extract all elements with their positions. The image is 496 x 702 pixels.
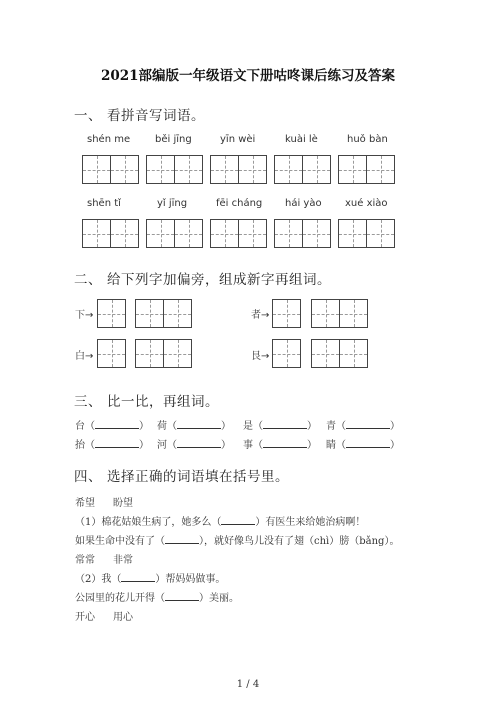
compare-item: 是（ ） xyxy=(243,421,317,432)
pinyin-4: kuài lè xyxy=(285,134,318,145)
writing-grid[interactable] xyxy=(82,155,139,184)
writing-grid[interactable] xyxy=(210,219,267,248)
char-box[interactable] xyxy=(272,299,301,328)
word-choice-pair-1: 希望 盼望 xyxy=(75,498,133,509)
writing-grid[interactable] xyxy=(210,155,267,184)
section-1-heading: 一、 看拼音写词语。 xyxy=(74,108,205,124)
writing-grid[interactable] xyxy=(338,155,395,184)
writing-grid[interactable] xyxy=(274,219,331,248)
page-title: 2021部编版一年级语文下册咕咚课后练习及答案 xyxy=(100,68,396,84)
word-choice-pair-3: 开心 用心 xyxy=(75,612,133,623)
word-choice-pair-2: 常常 非常 xyxy=(75,555,133,566)
pinyin-7: yǐ jīng xyxy=(157,198,188,209)
compare-item: 台（ ） xyxy=(75,421,149,432)
question-1b: 如果生命中没有了（ ），就好像鸟儿没有了翅（chì）膀（bǎng）。 xyxy=(75,536,400,547)
page-number: 1 / 4 xyxy=(236,679,260,690)
writing-grid[interactable] xyxy=(146,219,203,248)
writing-grid[interactable] xyxy=(82,219,139,248)
pinyin-8: fēi cháng xyxy=(216,198,263,209)
radical-char-1: 下→ xyxy=(75,310,94,321)
radical-char-4: 艮→ xyxy=(251,351,270,362)
pinyin-1: shén me xyxy=(87,134,131,145)
char-box[interactable] xyxy=(97,299,126,328)
compare-item: 河（ ） xyxy=(157,440,231,451)
question-1: （1）棉花姑娘生病了，她多么（ ）有医生来给她治病啊！ xyxy=(75,517,366,528)
char-box[interactable] xyxy=(272,339,301,368)
compare-item: 事（ ） xyxy=(243,440,317,451)
writing-grid[interactable] xyxy=(338,219,395,248)
pinyin-10: xué xiào xyxy=(345,198,388,209)
word-grid[interactable] xyxy=(311,339,368,368)
word-grid[interactable] xyxy=(135,299,192,328)
pinyin-9: hái yào xyxy=(285,198,322,209)
writing-grid[interactable] xyxy=(146,155,203,184)
pinyin-2: běi jīng xyxy=(155,134,192,145)
compare-item: 睛（ ） xyxy=(326,440,400,451)
word-grid[interactable] xyxy=(135,339,192,368)
section-2-heading: 二、 给下列字加偏旁，组成新字再组词。 xyxy=(74,272,331,288)
pinyin-5: huǒ bàn xyxy=(347,134,388,145)
compare-item: 抬（ ） xyxy=(75,440,149,451)
pinyin-3: yīn wèi xyxy=(220,134,256,145)
char-box[interactable] xyxy=(97,339,126,368)
word-grid[interactable] xyxy=(311,299,368,328)
radical-char-2: 者→ xyxy=(251,310,270,321)
section-4-heading: 四、 选择正确的词语填在括号里。 xyxy=(74,469,289,485)
radical-char-3: 白→ xyxy=(75,351,94,362)
compare-item: 荷（ ） xyxy=(157,421,231,432)
section-3-heading: 三、 比一比，再组词。 xyxy=(74,394,219,410)
compare-item: 青（ ） xyxy=(326,421,400,432)
pinyin-6: shēn tǐ xyxy=(87,198,121,209)
writing-grid[interactable] xyxy=(274,155,331,184)
question-2b: 公园里的花儿开得（ ）美丽。 xyxy=(75,593,239,604)
question-2: （2）我（ ）帮妈妈做事。 xyxy=(75,574,226,585)
